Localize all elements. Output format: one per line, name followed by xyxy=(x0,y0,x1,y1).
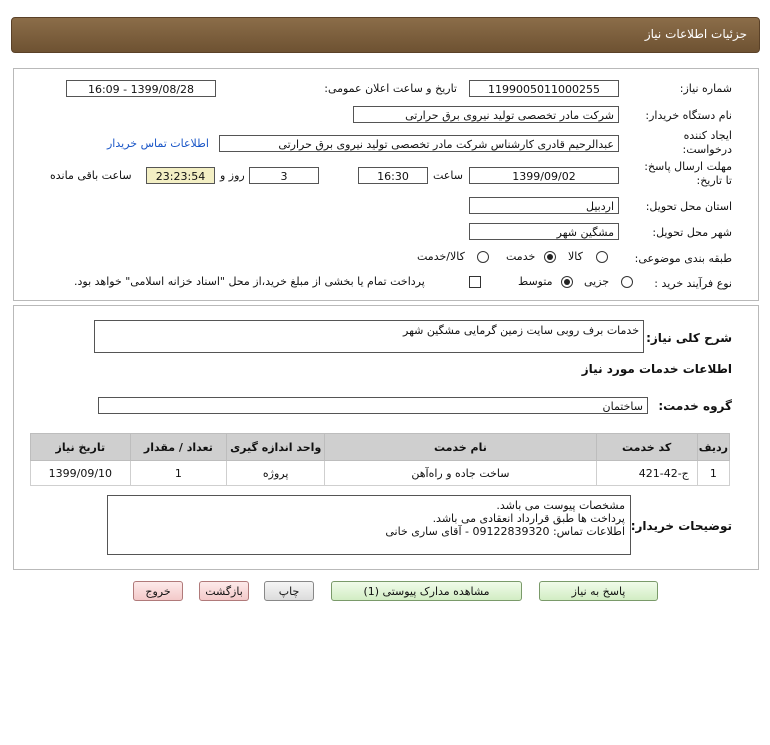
buyer-org-label: نام دستگاه خریدار: xyxy=(645,109,732,122)
table-header-row xyxy=(31,434,730,461)
col-unit: واحد اندازه گیری xyxy=(227,434,325,461)
services-table xyxy=(30,433,730,486)
process-radio-medium[interactable] xyxy=(561,276,573,288)
cell-row-number: 1 xyxy=(697,461,729,486)
col-need-date: تاریخ نیاز xyxy=(31,434,131,461)
col-service-code: کد خدمت xyxy=(596,434,697,461)
buyer-notes-label: توضیحات خریدار: xyxy=(630,519,732,533)
col-quantity: تعداد / مقدار xyxy=(130,434,226,461)
category-radio-goods[interactable] xyxy=(596,251,608,263)
deadline-label-line2: تا تاریخ: xyxy=(696,174,732,187)
need-info-panel xyxy=(13,68,759,301)
buyer-org-field: شرکت مادر تخصصی تولید نیروی برق حرارتی xyxy=(353,106,619,123)
process-option-medium: متوسط xyxy=(518,275,553,288)
category-radio-goods-service[interactable] xyxy=(477,251,489,263)
city-field: مشگین شهر xyxy=(469,223,619,240)
need-number-field: 1199005011000255 xyxy=(469,80,619,97)
announce-date-label: تاریخ و ساعت اعلان عمومی: xyxy=(324,82,457,95)
cell-quantity: 1 xyxy=(130,461,226,486)
need-number-label: شماره نیاز: xyxy=(679,82,732,95)
table-row xyxy=(31,461,730,486)
announce-date-field: 1399/08/28 - 16:09 xyxy=(66,80,216,97)
deadline-date-field: 1399/09/02 xyxy=(469,167,619,184)
col-row-number: ردیف xyxy=(697,434,729,461)
province-label: استان محل تحویل: xyxy=(645,200,732,213)
province-field: اردبیل xyxy=(469,197,619,214)
category-option-service: خدمت xyxy=(506,250,536,263)
cell-service-name: ساخت جاده و راه‌آهن xyxy=(325,461,596,486)
page-header xyxy=(11,17,760,53)
treasury-payment-note: پرداخت تمام یا بخشی از مبلغ خرید،از محل "اسناد خزانه اسلامی" خواهد بود. xyxy=(74,275,425,288)
description-label: شرح کلی نیاز: xyxy=(646,331,732,345)
print-button[interactable]: چاپ xyxy=(264,581,314,601)
treasury-payment-checkbox[interactable] xyxy=(469,276,481,288)
category-option-goods: کالا xyxy=(568,250,583,263)
deadline-time-label: ساعت xyxy=(433,169,463,182)
creator-label-line2: درخواست: xyxy=(682,143,732,156)
buyer-notes-field: مشخصات پیوست می باشد. پرداخت ها طبق قرارداد انعقادی می باشد. اطلاعات تماس: 09122839320 - آقای ساری خانی xyxy=(107,495,631,555)
process-radio-minor[interactable] xyxy=(621,276,633,288)
days-label: روز و xyxy=(220,169,245,182)
services-heading: اطلاعات خدمات مورد نیاز xyxy=(581,362,732,376)
days-remaining-field: 3 xyxy=(249,167,319,184)
remaining-time-label: ساعت باقی مانده xyxy=(50,169,132,182)
city-label: شهر محل تحویل: xyxy=(652,226,732,239)
description-field: خدمات برف روبی سایت زمین گرمایی مشگین شهر xyxy=(94,320,644,353)
buyer-contact-link[interactable]: اطلاعات تماس خریدار xyxy=(107,137,209,150)
service-group-label: گروه خدمت: xyxy=(658,399,732,413)
process-type-label: نوع فرآیند خرید : xyxy=(654,277,732,290)
creator-field: عبدالرحیم قادری کارشناس شرکت مادر تخصصی تولید نیروی برق حرارتی xyxy=(219,135,619,152)
remaining-time-field: 23:23:54 xyxy=(146,167,215,184)
cell-need-date: 1399/09/10 xyxy=(31,461,131,486)
back-button[interactable]: بازگشت xyxy=(199,581,249,601)
deadline-time-field: 16:30 xyxy=(358,167,428,184)
cell-unit: پروژه xyxy=(227,461,325,486)
category-label: طبقه بندی موضوعی: xyxy=(634,252,732,265)
service-group-field: ساختمان xyxy=(98,397,648,414)
exit-button[interactable]: خروج xyxy=(133,581,183,601)
page-title: جزئیات اطلاعات نیاز xyxy=(644,27,747,41)
col-service-name: نام خدمت xyxy=(325,434,596,461)
creator-label-line1: ایجاد کننده xyxy=(683,129,732,142)
deadline-label-line1: مهلت ارسال پاسخ: xyxy=(644,160,732,173)
category-option-goods-service: کالا/خدمت xyxy=(417,250,465,263)
reply-button[interactable]: پاسخ به نیاز xyxy=(539,581,658,601)
view-attachments-button[interactable]: مشاهده مدارک پیوستی (1) xyxy=(331,581,522,601)
category-radio-service[interactable] xyxy=(544,251,556,263)
process-option-minor: جزیی xyxy=(584,275,610,288)
cell-service-code: ج-42-421 xyxy=(596,461,697,486)
